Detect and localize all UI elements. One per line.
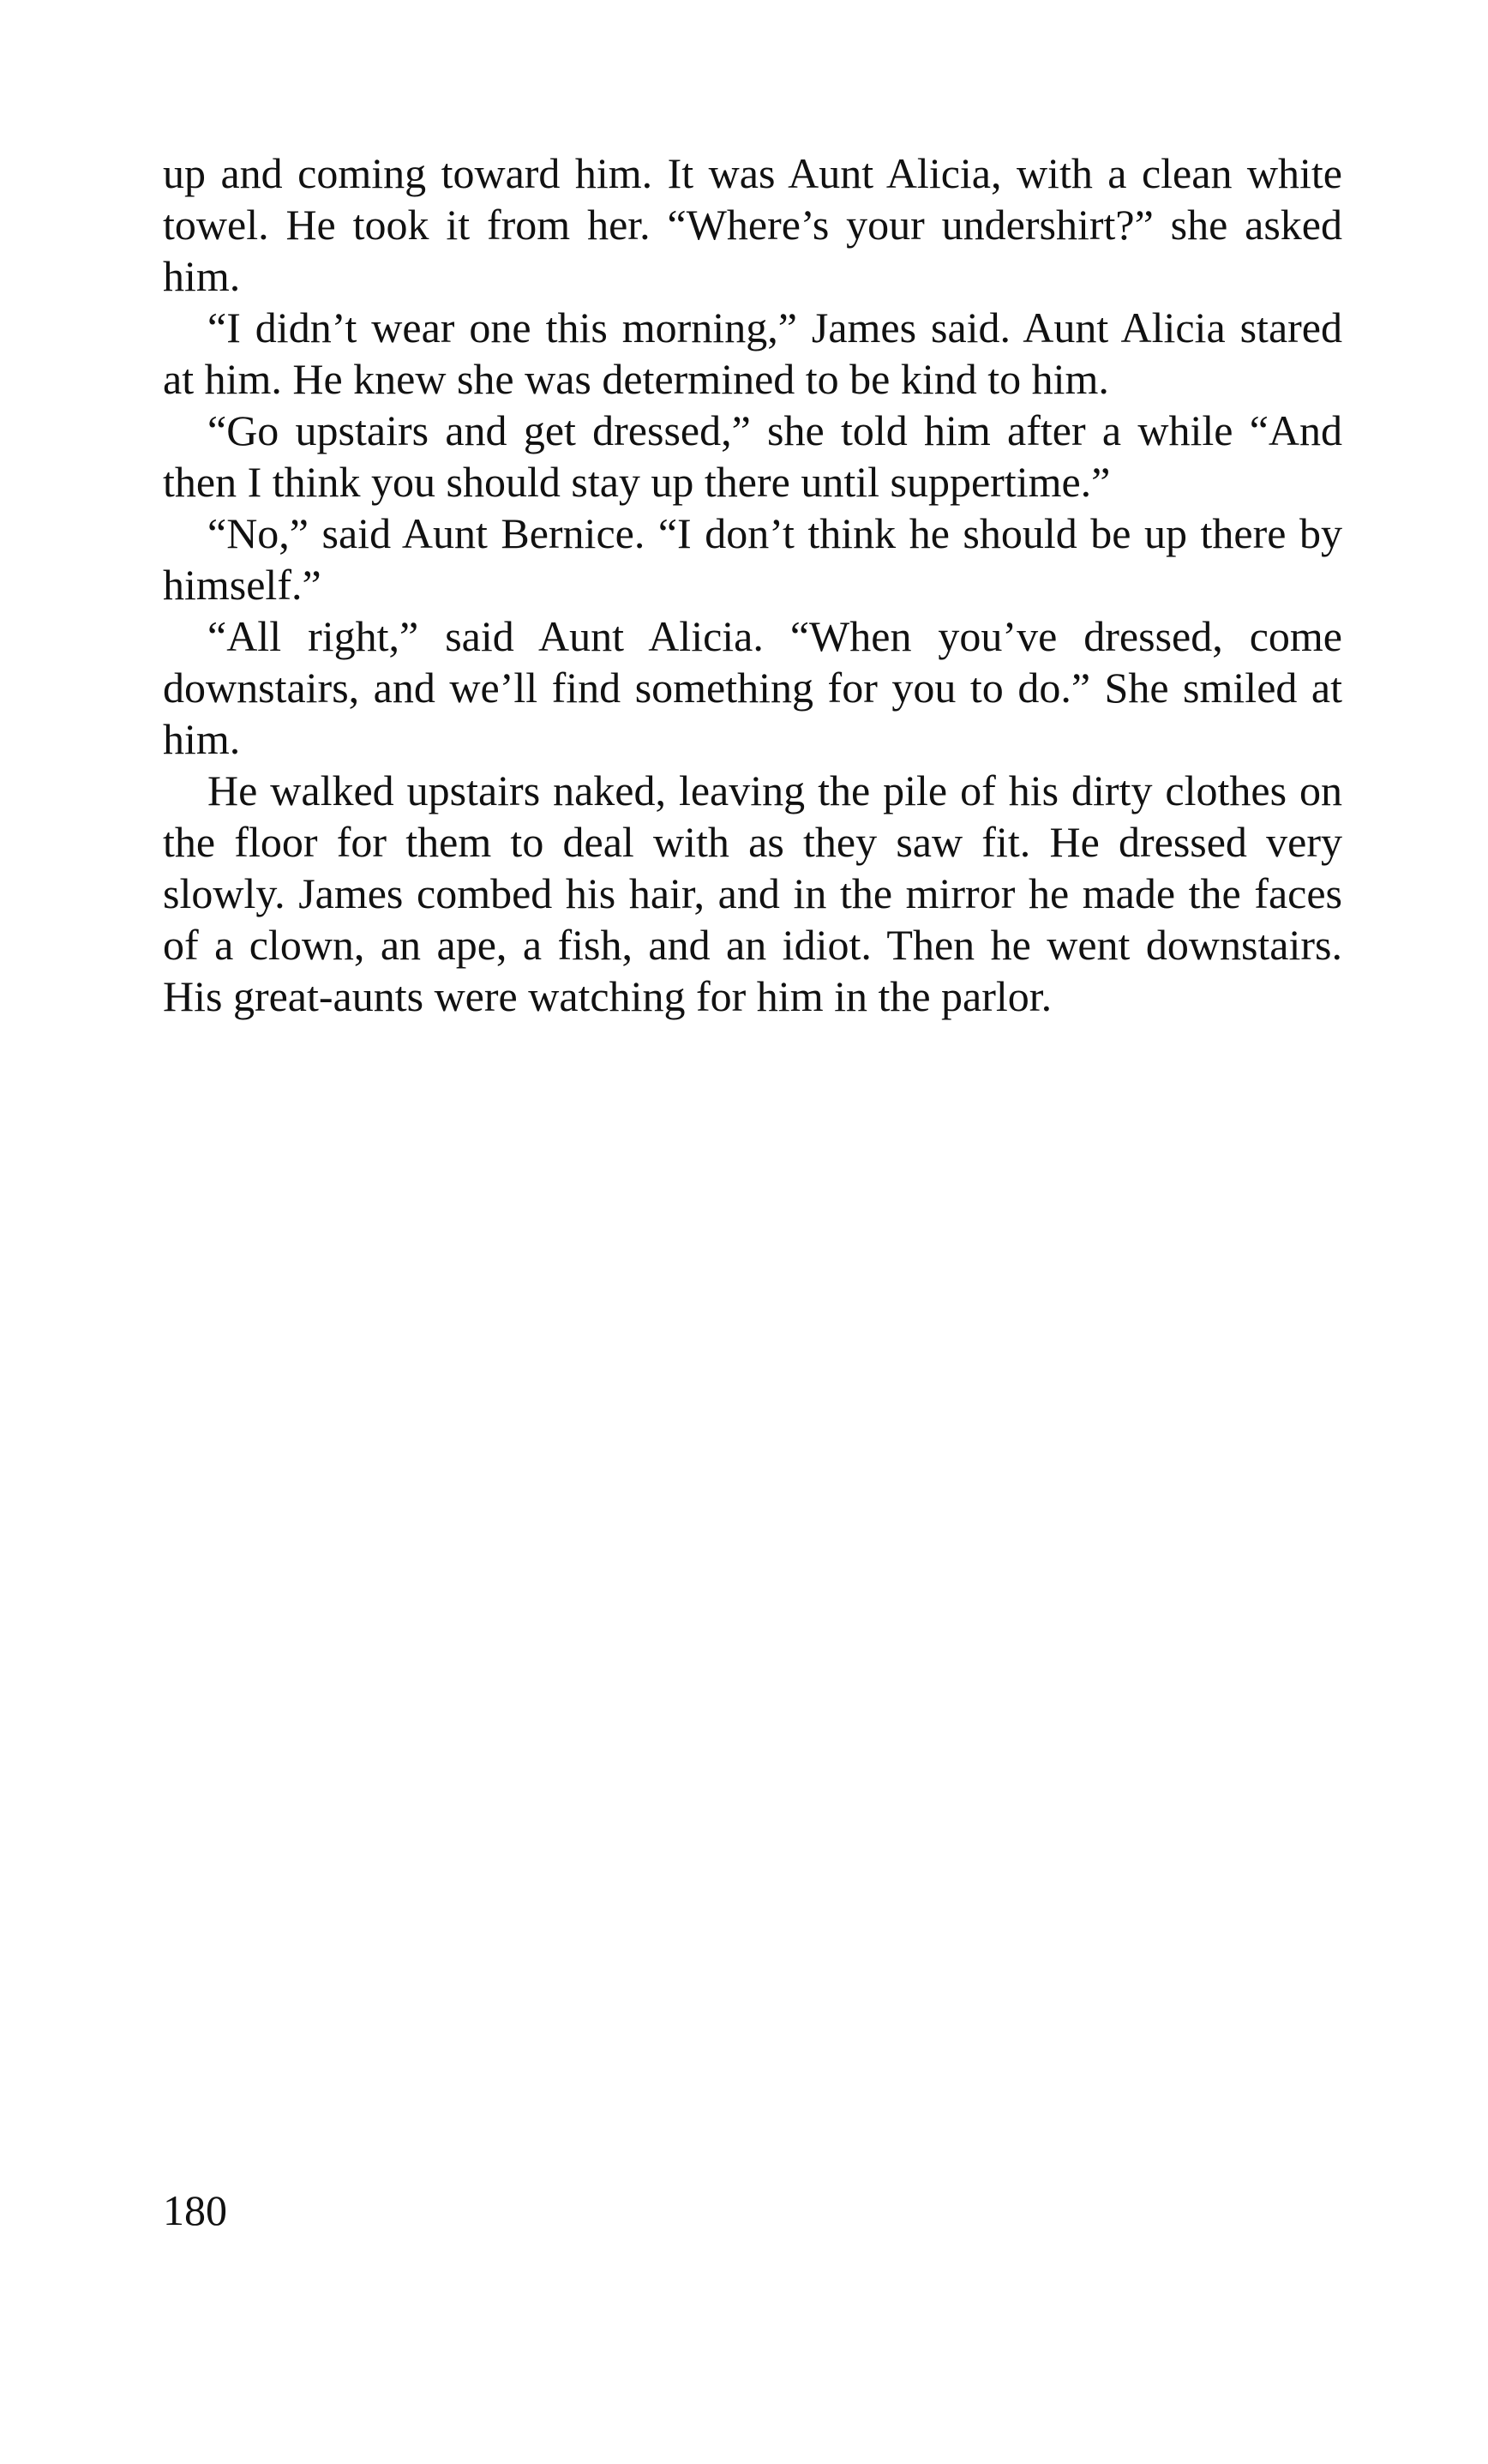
paragraph-1: up and coming toward him. It was Aunt Alicia, with a clean white towel. He took it from her. “Where’s your undershirt?” she asked him. (163, 149, 1342, 300)
paragraph-2: “I didn’t wear one this morning,” James said. Aunt Alicia stared at him. He knew she was determined to be kind to him. (163, 303, 1342, 403)
page-number: 180 (163, 2186, 227, 2234)
paragraph-5: “All right,” said Aunt Alicia. “When you’ve dressed, come downstairs, and we’ll find something for you to do.” She smiled at him. (163, 612, 1342, 763)
body-text (163, 147, 1342, 1022)
paragraph-4: “No,” said Aunt Bernice. “I don’t think he should be up there by himself.” (163, 509, 1342, 609)
paragraph-3: “Go upstairs and get dressed,” she told him after a while “And then I think you should stay up there until suppertime.” (163, 406, 1342, 506)
paragraph-6: He walked upstairs naked, leaving the pile of his dirty clothes on the floor for them to deal with as they saw fit. He dressed very slowly. James combed his hair, and in the mirror he made the faces of a clown, an ape, a fish, and an idiot. Then he went downstairs. His great-aunts were watching for him in the parlor. (163, 766, 1342, 1020)
